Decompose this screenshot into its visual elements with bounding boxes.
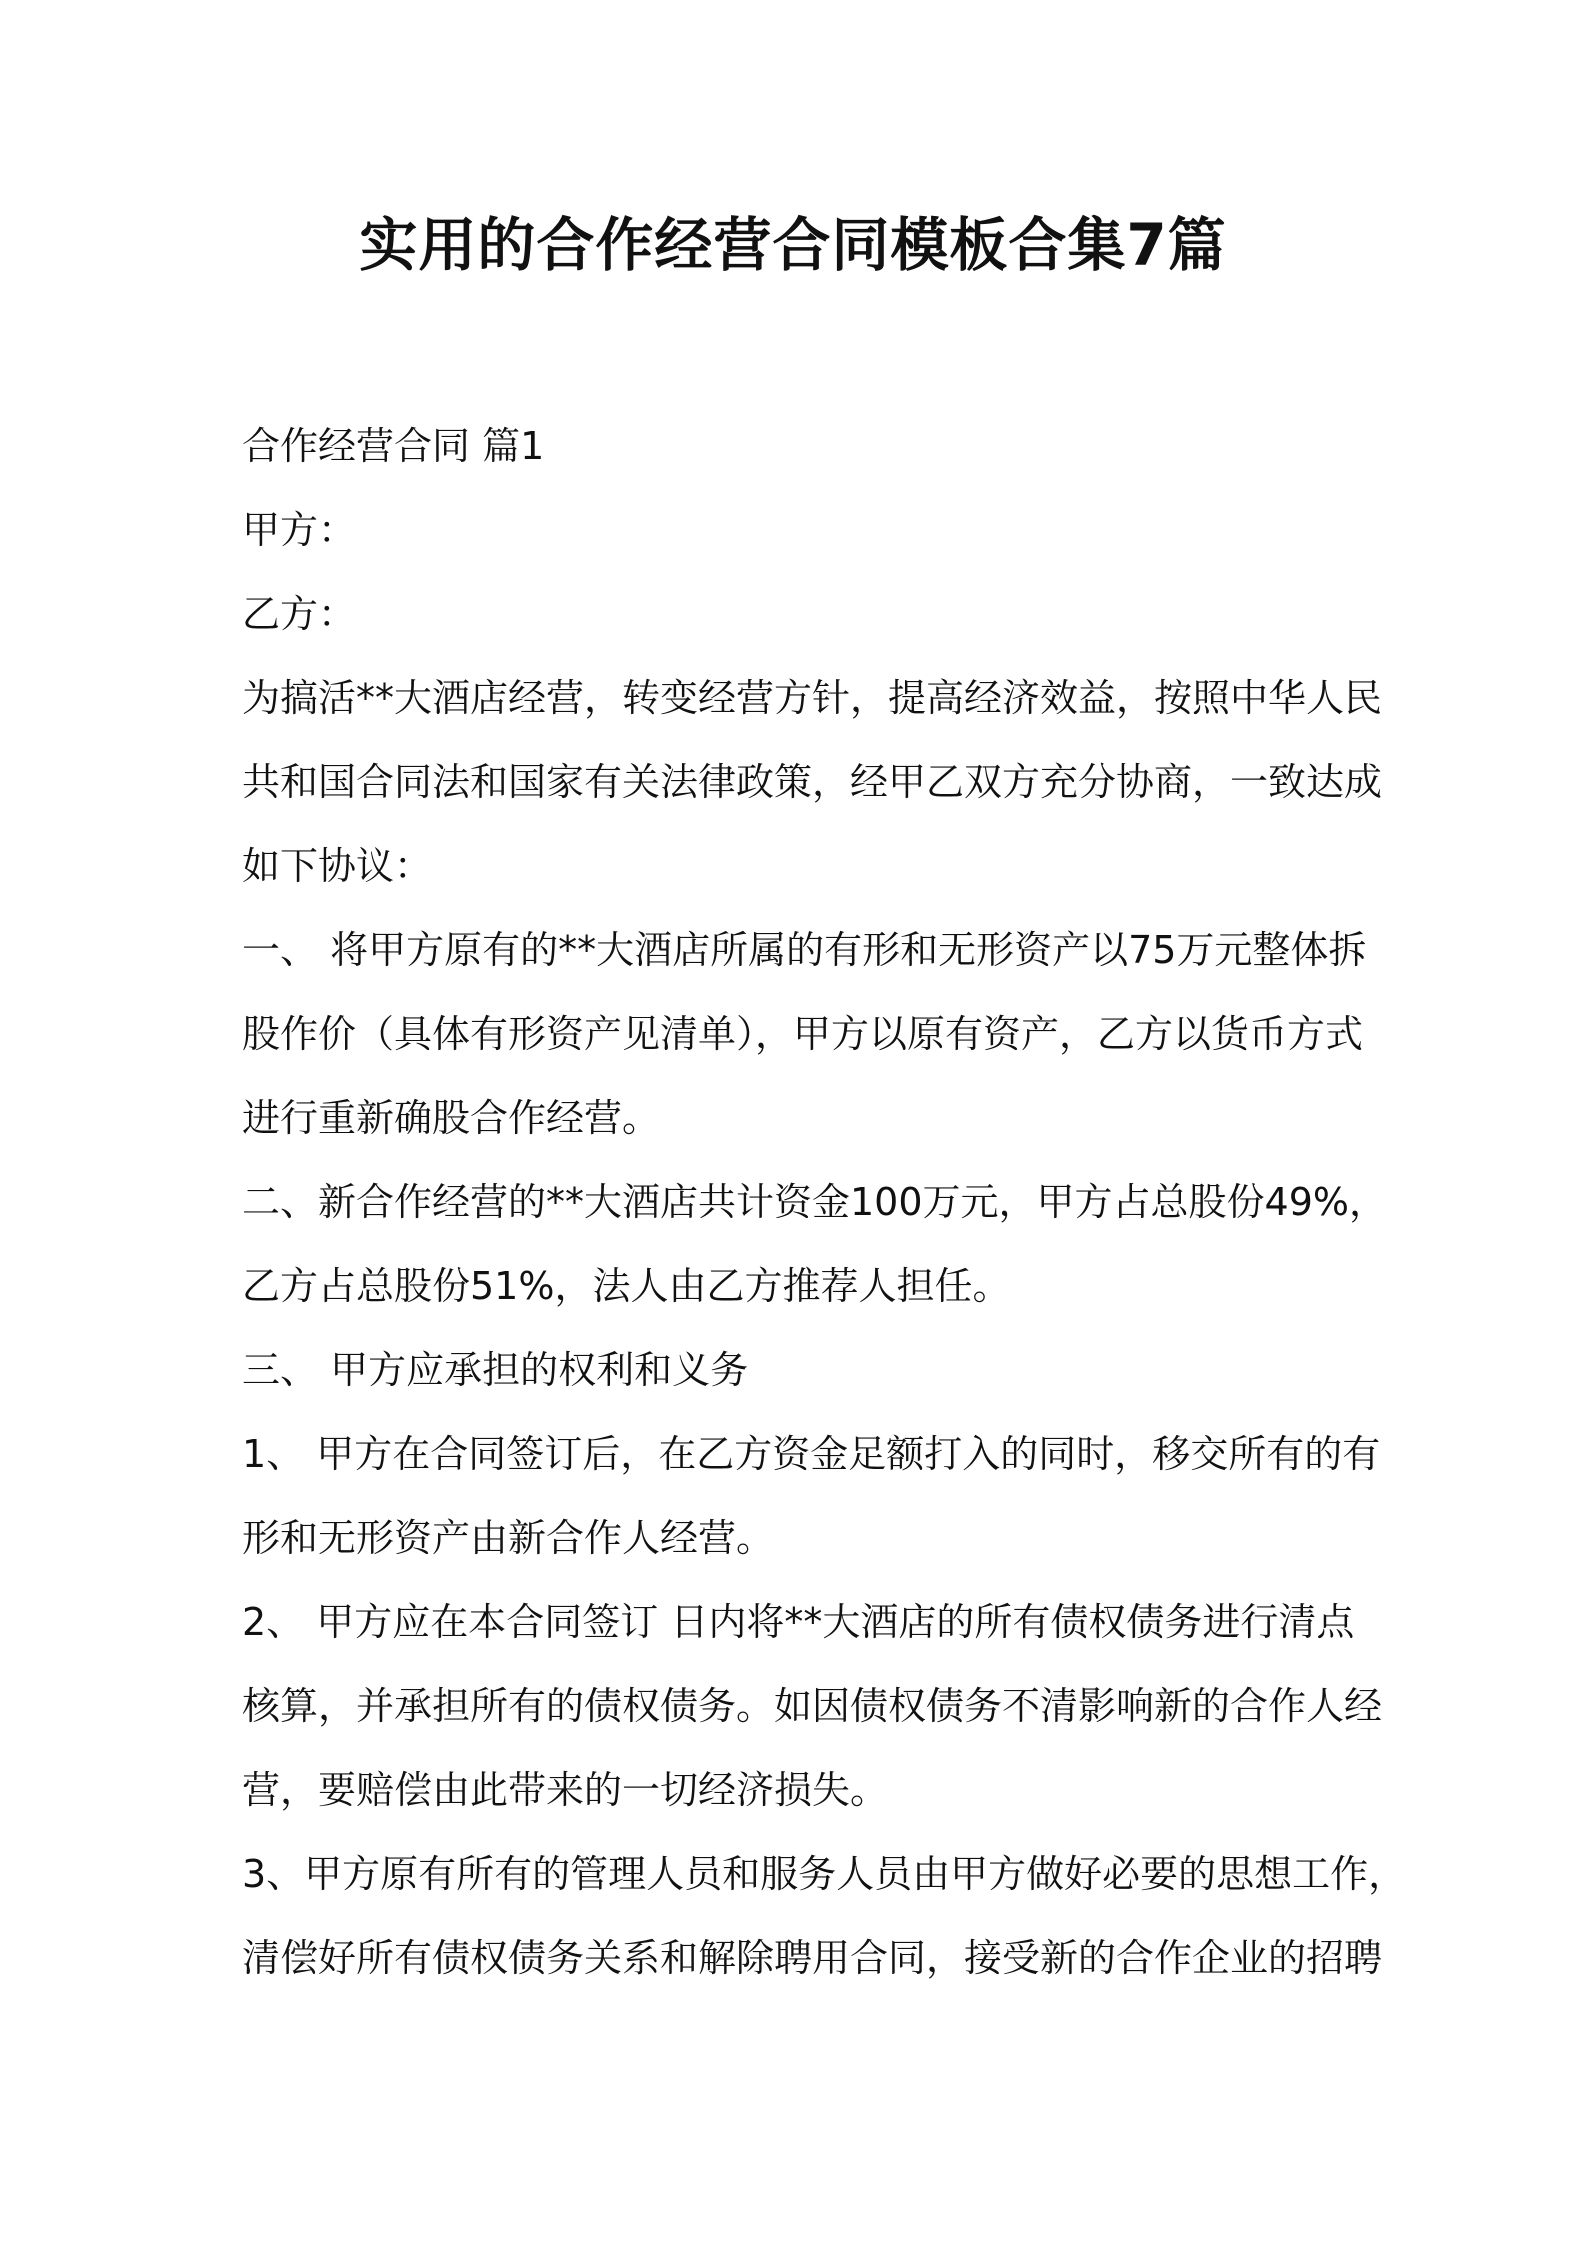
text-line: 合作经营合同 篇1 (242, 424, 545, 468)
text-line: 乙方： (242, 592, 357, 636)
text-line: 清偿好所有债权债务关系和解除聘用合同，接受新的合作企业的招聘 (242, 1936, 1383, 1980)
text-line: 二、新合作经营的**大酒店共计资金100万元，甲方占总股份49%， (242, 1180, 1387, 1224)
text-line: 如下协议： (242, 844, 433, 888)
document-title: 实用的合作经营合同模板合集7篇 (359, 211, 1227, 279)
text-line: 乙方占总股份51%，法人由乙方推荐人担任。 (242, 1264, 1011, 1308)
text-line: 一、 将甲方原有的**大酒店所属的有形和无形资产以75万元整体拆 (242, 928, 1367, 972)
text-line: 1、 甲方在合同签订后，在乙方资金足额打入的同时，移交所有的有 (242, 1432, 1381, 1476)
text-line: 三、 甲方应承担的权利和义务 (242, 1348, 749, 1392)
text-line: 进行重新确股合作经营。 (242, 1096, 661, 1140)
text-line: 甲方： (242, 508, 357, 552)
text-line: 为搞活**大酒店经营，转变经营方针，提高经济效益，按照中华人民 (242, 676, 1383, 720)
text-line: 3、甲方原有所有的管理人员和服务人员由甲方做好必要的思想工作， (242, 1852, 1407, 1896)
text-line: 股作价（具体有形资产见清单），甲方以原有资产，乙方以货币方式 (242, 1012, 1364, 1056)
text-line: 形和无形资产由新合作人经营。 (242, 1516, 775, 1560)
text-line: 共和国合同法和国家有关法律政策，经甲乙双方充分协商，一致达成 (242, 760, 1383, 804)
document-body (242, 404, 1407, 2000)
text-line: 核算，并承担所有的债权债务。如因债权债务不清影响新的合作人经 (242, 1684, 1383, 1728)
text-line: 营，要赔偿由此带来的一切经济损失。 (242, 1768, 889, 1812)
text-line: 2、 甲方应在本合同签订 日内将**大酒店的所有债权债务进行清点 (242, 1600, 1355, 1644)
